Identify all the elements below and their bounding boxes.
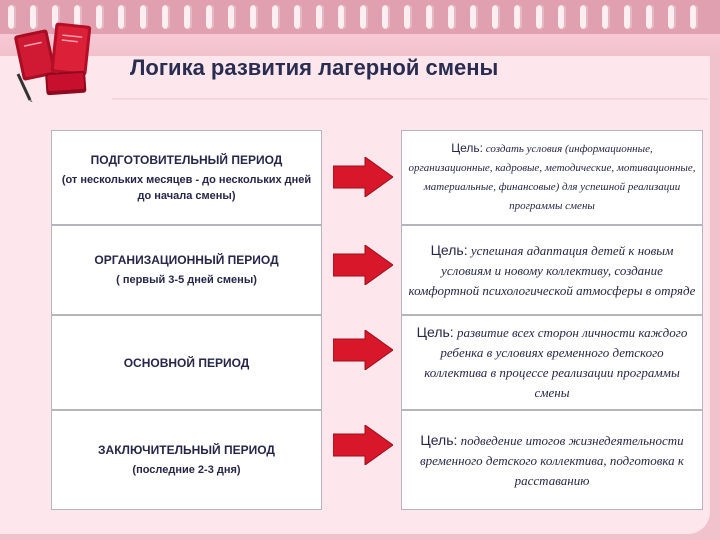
period-cell-final [51,410,322,510]
binder-ring [360,5,368,29]
goal-text [408,139,696,216]
goal-description: развитие всех сторон личности каждого ребенка в условиях временного детского коллектива в процессе реализации программы смены [424,325,688,400]
binder-ring [536,5,544,29]
top-band [0,0,720,38]
period-cell-preparatory [51,130,322,225]
binder-ring [514,5,522,29]
red-right-arrow-icon [333,245,393,285]
goal-cell-preparatory [401,130,703,225]
binder-ring [404,5,412,29]
red-right-arrow-icon [333,157,393,197]
goal-label: Цель: [420,431,458,448]
period-table [51,130,720,510]
period-duration: ( первый 3-5 дней смены) [116,274,257,286]
binder-ring [448,5,456,29]
binder-ring [646,5,654,29]
binder-ring [492,5,500,29]
binder-ring [184,5,192,29]
binder-rings [0,5,720,31]
goal-label: Цель: [416,324,454,340]
binder-ring [206,5,214,29]
period-cell-organizational [51,225,322,315]
binder-strip [0,34,720,56]
goal-text [408,240,696,301]
title-divider [112,98,708,100]
period-cell-main [51,315,322,410]
binder-ring [316,5,324,29]
period-name: ПОДГОТОВИТЕЛЬНЫЙ ПЕРИОД [90,152,283,167]
goal-label: Цель: [430,241,468,258]
binder-ring [558,5,566,29]
binder-ring [668,5,676,29]
binder-ring [338,5,346,29]
period-name: ЗАКЛЮЧИТЕЛЬНЫЙ ПЕРИОД [98,443,275,457]
red-right-arrow-icon [333,330,393,370]
goal-label: Цель: [451,141,484,155]
binder-ring [294,5,302,29]
period-name: ОСНОВНОЙ ПЕРИОД [123,355,250,370]
binder-ring [118,5,126,29]
binder-ring [470,5,478,29]
binder-ring [426,5,434,29]
goal-description: создать условия (информационные, организационные, кадровые, методические, мотивационные, материальные, финансовые) для успешной реализации программы смены [408,143,696,212]
goal-cell-organizational [401,225,703,315]
red-notebooks-with-pen-icon [6,14,102,102]
goal-text [408,322,696,403]
binder-ring [250,5,258,29]
binder-ring [162,5,170,29]
goal-cell-final [401,410,703,510]
goal-cell-main [401,315,703,410]
binder-ring [140,5,148,29]
binder-ring [690,5,698,29]
period-duration: (от нескольких месяцев - до нескольких дней до начала смены) [61,173,312,202]
period-name: ОРГАНИЗАЦИОННЫЙ ПЕРИОД [94,253,279,267]
goal-description: подведение итогов жизнедеятельности временного детского коллектива, подготовка к расставанию [420,432,684,488]
slide-title: Логика развития лагерной смены [130,55,499,80]
binder-ring [624,5,632,29]
binder-ring [602,5,610,29]
binder-ring [382,5,390,29]
period-duration: (последние 2-3 дня) [132,464,241,476]
goal-text [408,430,696,491]
goal-description: успешная адаптация детей к новым условиям и новому коллективу, создание комфортной психологической атмосферы в отряде [408,242,696,298]
binder-ring [228,5,236,29]
binder-ring [580,5,588,29]
red-right-arrow-icon [333,425,393,465]
binder-ring [272,5,280,29]
